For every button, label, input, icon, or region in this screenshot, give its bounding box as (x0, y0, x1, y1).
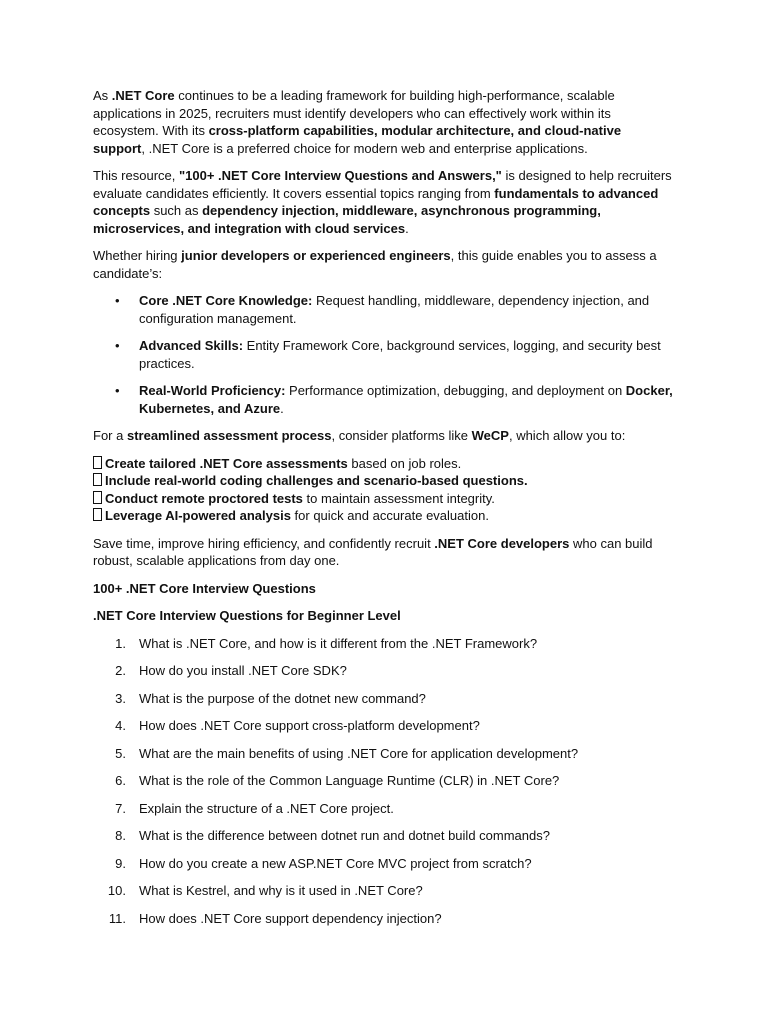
bold-text: Include real-world coding challenges and scenario-based questions. (105, 473, 528, 488)
question-item (93, 855, 673, 873)
question-number: 8. (115, 828, 126, 843)
intro-paragraph-2 (93, 167, 673, 237)
skills-bullet-list (93, 292, 673, 417)
question-number: 7. (115, 800, 126, 816)
checklist-item (93, 490, 673, 508)
text-run: continues to be a leading framework for building high-performance, scalable applications in 2025, recruiters must identify developers who can effectively work within its ecosystem. With its (93, 88, 615, 138)
bold-text: Conduct remote proctored tests (105, 490, 303, 506)
checkbox-icon (93, 456, 102, 469)
bold-text: Core .NET Core Knowledge: (139, 293, 313, 308)
text-run: As (93, 88, 112, 103)
question-number: 11. (108, 910, 126, 926)
question-text: What is the role of the Common Language Runtime (CLR) in .NET Core? (139, 773, 560, 788)
question-item (93, 662, 673, 680)
question-item (93, 745, 673, 763)
question-text: How does .NET Core support dependency injection? (139, 910, 442, 926)
bold-text: Advanced Skills: (139, 338, 244, 353)
text-run: , consider platforms like (331, 428, 472, 443)
question-number: 6. (115, 773, 126, 788)
bold-text: junior developers or experienced engineers (181, 248, 451, 263)
bold-text: "100+ .NET Core Interview Questions and Answers," (178, 168, 502, 183)
bold-text: Docker, Kubernetes, and Azure (139, 383, 673, 416)
question-number: 1. (115, 635, 126, 651)
bullet-icon: • (115, 338, 120, 353)
question-text: What is the purpose of the dotnet new command? (139, 690, 426, 706)
checkbox-icon (93, 491, 102, 504)
question-item (93, 772, 673, 790)
checklist-item (93, 472, 673, 490)
text-run: , .NET Core is a preferred choice for modern web and enterprise applications. (141, 140, 588, 156)
text-run: Entity Framework Core, background services, logging, and security best practices. (139, 338, 661, 371)
text-run: Save time, improve hiring efficiency, and confidently recruit (93, 535, 435, 551)
bullet-icon: • (115, 383, 120, 398)
question-text: What is .NET Core, and how is it different from the .NET Framework? (139, 635, 538, 651)
question-item (93, 690, 673, 708)
document-body (93, 87, 673, 937)
bold-text: Leverage AI-powered analysis (105, 508, 291, 523)
text-run: based on job roles. (347, 455, 462, 471)
text-run: for quick and accurate evaluation. (290, 508, 489, 523)
text-run: . (405, 220, 409, 236)
text-run: to maintain assessment integrity. (302, 490, 495, 506)
question-item (93, 800, 673, 818)
text-run: This resource, (93, 168, 179, 183)
feature-checklist (93, 455, 673, 525)
text-run: , which allow you to: (508, 428, 626, 443)
question-item (93, 635, 673, 653)
questions-list (93, 635, 673, 928)
text-run: who can build robust, scalable applications from day one. (93, 535, 653, 568)
text-run: is designed to help recruiters evaluate candidates efficiently. It covers essential topics ranging from (93, 168, 672, 201)
bold-text: fundamentals to advanced concepts (93, 185, 659, 218)
checkbox-icon (93, 473, 102, 486)
question-item (93, 882, 673, 900)
text-run: . (280, 400, 284, 416)
bold-text: cross-platform capabilities, modular architecture, and cloud-native support (93, 123, 622, 156)
question-text: What is Kestrel, and why is it used in .NET Core? (139, 883, 423, 898)
bullet-icon: • (115, 293, 120, 308)
platform-paragraph (93, 427, 673, 445)
question-number: 4. (115, 718, 126, 733)
bold-text: streamlined assessment process (126, 428, 332, 443)
bold-text: Create tailored .NET Core assessments (105, 455, 348, 471)
bullet-item (93, 292, 673, 327)
text-run: , this guide enables you to assess a candidate’s: (93, 248, 657, 281)
bold-text: .NET Core (111, 88, 175, 103)
question-number: 10. (107, 883, 126, 898)
question-number: 2. (115, 663, 126, 678)
text-run: Performance optimization, debugging, and deployment on (285, 383, 626, 398)
checkbox-icon (93, 508, 102, 521)
text-run: For a (93, 428, 127, 443)
question-item (93, 827, 673, 845)
question-number: 5. (115, 745, 126, 761)
question-number: 3. (115, 690, 126, 706)
bold-text: WeCP (471, 428, 509, 443)
question-item (93, 717, 673, 735)
subsection-heading: .NET Core Interview Questions for Beginner Level (93, 608, 401, 623)
question-text: Explain the structure of a .NET Core project. (139, 800, 394, 816)
bold-text: Real-World Proficiency: (139, 383, 286, 398)
checklist-item (93, 455, 673, 473)
question-text: What are the main benefits of using .NET Core for application development? (139, 745, 579, 761)
text-run: such as (150, 203, 203, 218)
question-text: How do you create a new ASP.NET Core MVC project from scratch? (139, 855, 532, 871)
intro-paragraph-1 (93, 87, 673, 157)
bullet-item (93, 382, 673, 417)
bold-text: dependency injection, middleware, asynchronous programming, microservices, and integration with cloud services (93, 203, 601, 236)
section-heading: 100+ .NET Core Interview Questions (93, 580, 316, 596)
text-run: Request handling, middleware, dependency injection, and configuration management. (139, 293, 650, 326)
question-text: How do you install .NET Core SDK? (139, 663, 347, 678)
question-text: What is the difference between dotnet run and dotnet build commands? (139, 828, 550, 843)
bullet-item (93, 337, 673, 372)
question-number: 9. (115, 855, 126, 871)
intro-paragraph-3 (93, 247, 673, 282)
checklist-item (93, 507, 673, 525)
closing-paragraph (93, 535, 673, 570)
question-item (93, 910, 673, 928)
bold-text: .NET Core developers (434, 535, 570, 551)
text-run: Whether hiring (93, 248, 182, 263)
question-text: How does .NET Core support cross-platform development? (139, 718, 480, 733)
